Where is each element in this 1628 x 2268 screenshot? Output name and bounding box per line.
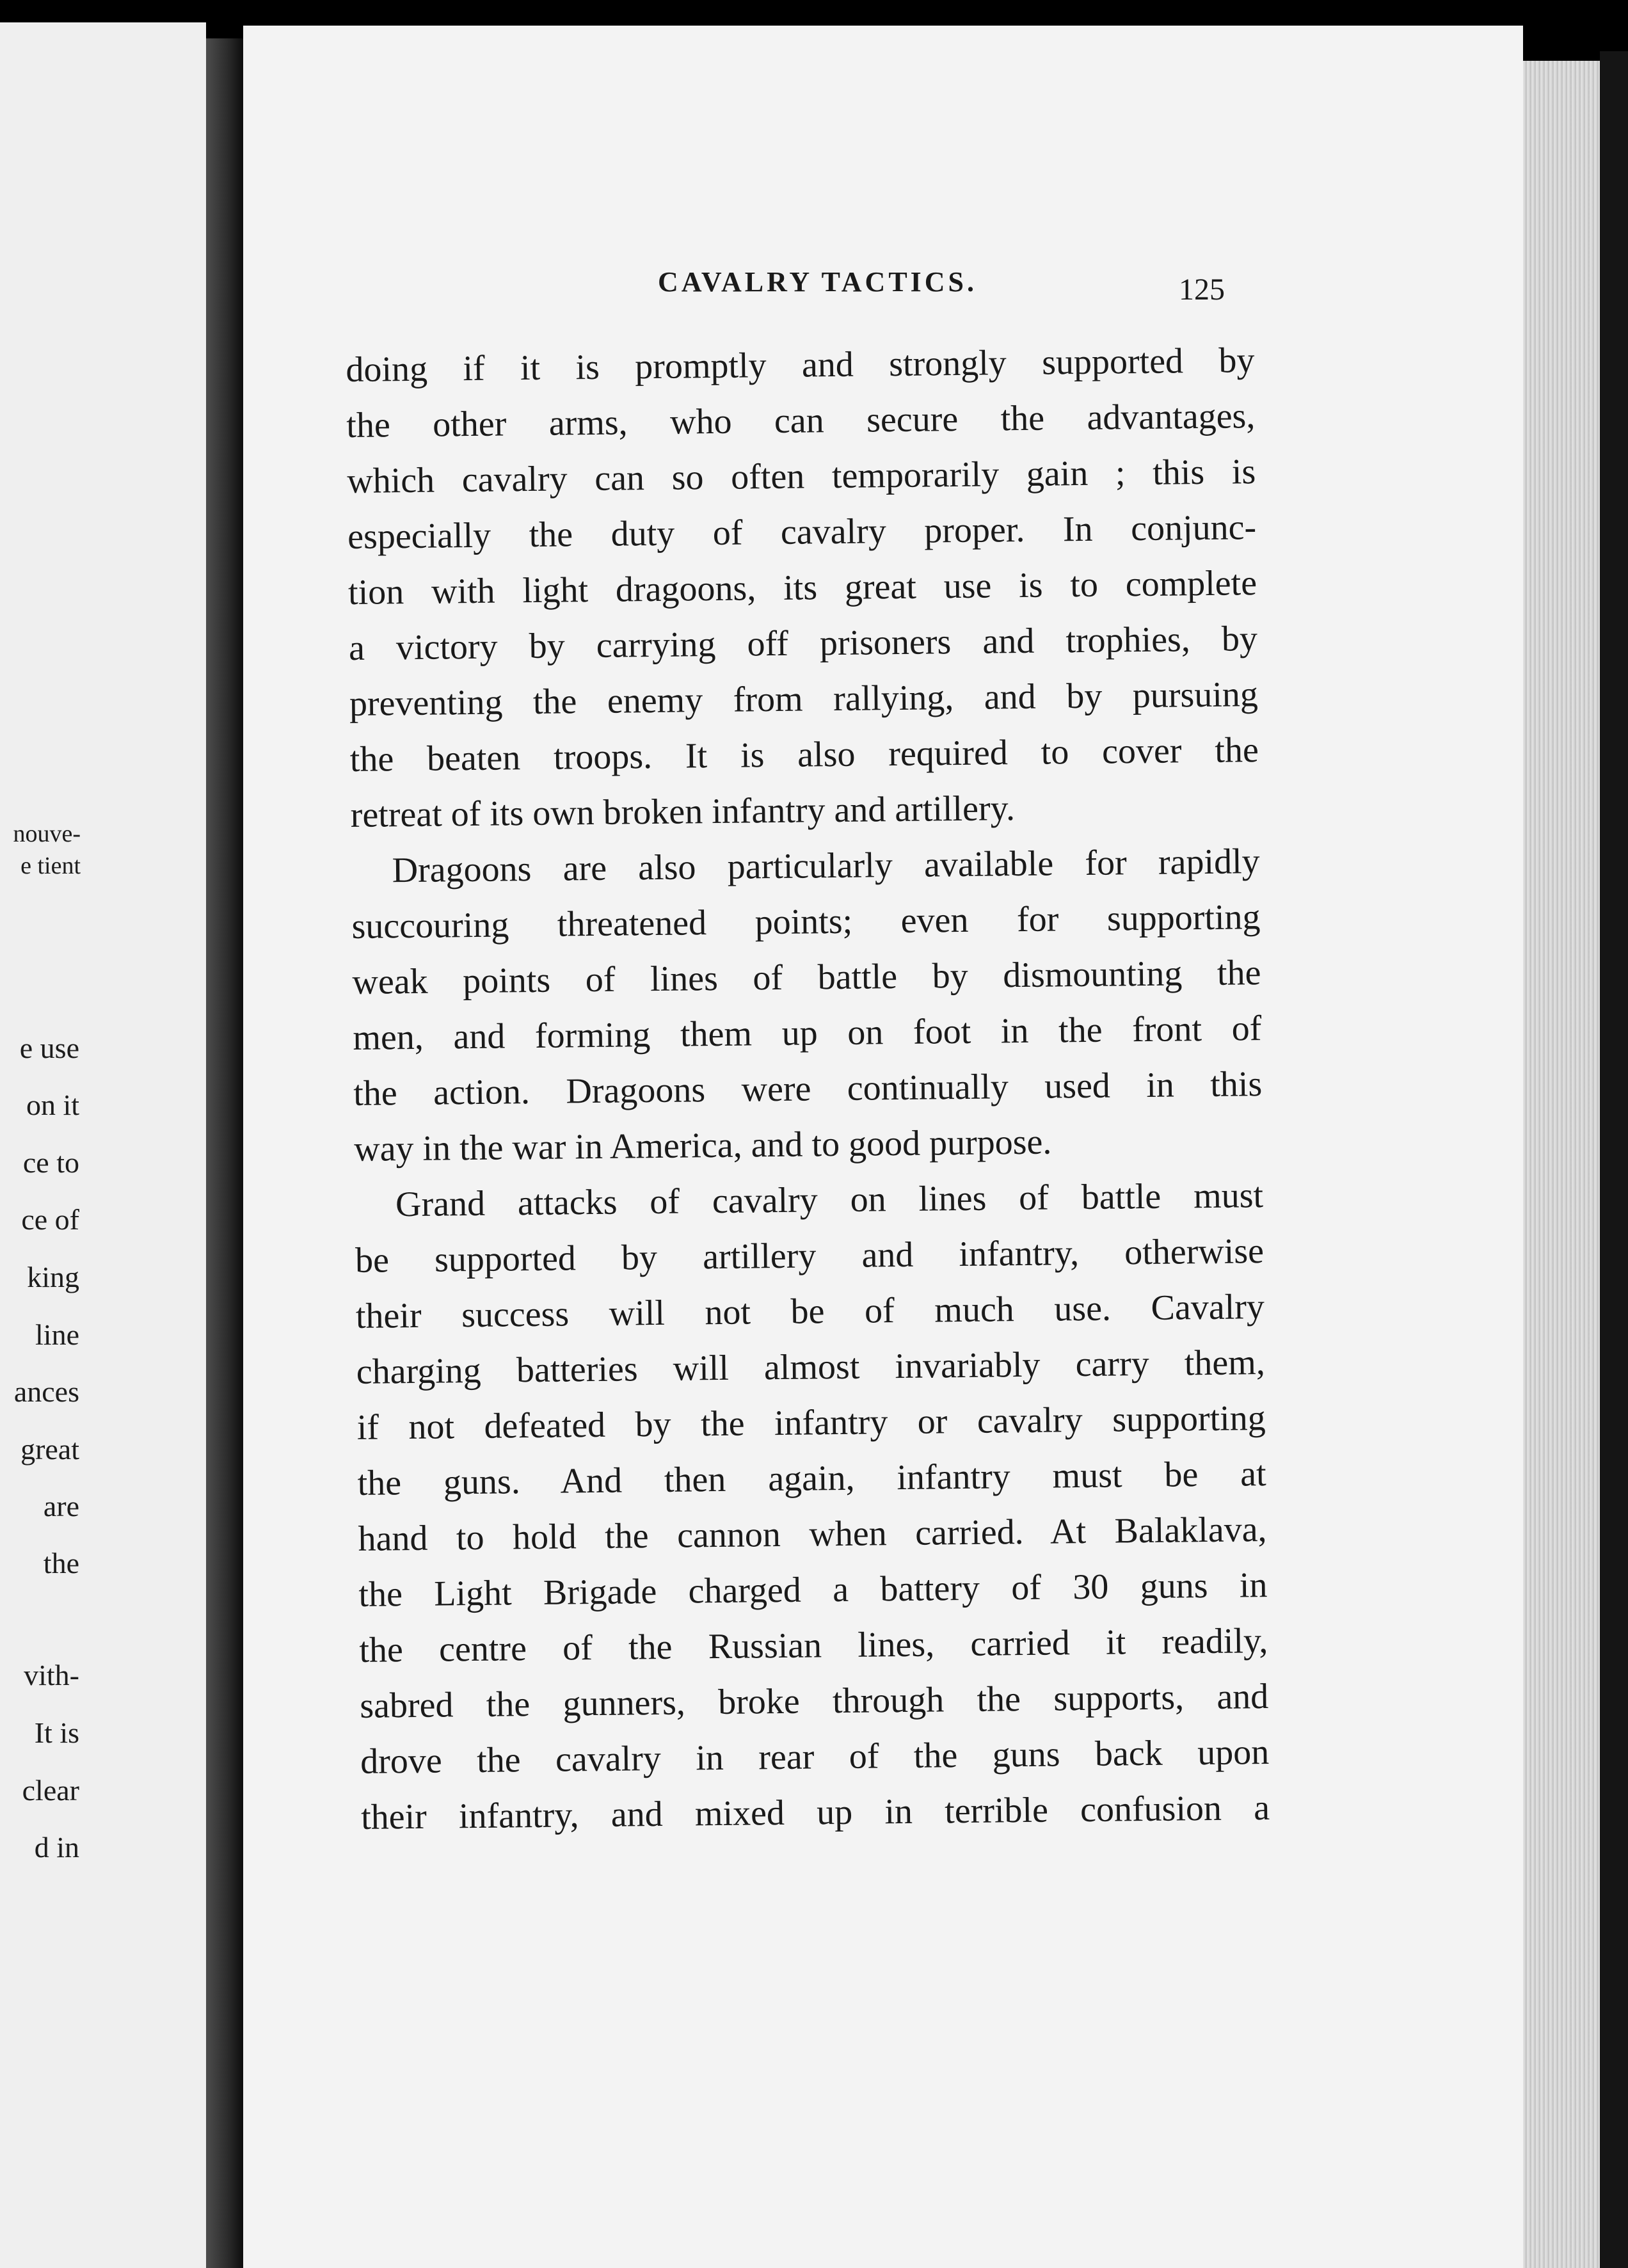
- left-page-fragment: nouve-: [13, 820, 81, 847]
- left-page-fragment: e tient: [20, 852, 81, 879]
- text-line: the beaten troops. It is also required to cover the: [349, 730, 1259, 779]
- left-page-fragment: the: [43, 1547, 79, 1579]
- right-page: [243, 26, 1523, 2268]
- text-line: a victory by carrying off prisoners and trophies, by: [348, 619, 1258, 668]
- text-line: weak points of lines of battle by dismounting the: [352, 953, 1261, 1002]
- left-page-fragment: e use: [19, 1032, 79, 1064]
- text-line: Grand attacks of cavalry on lines of battle must: [395, 1176, 1264, 1225]
- text-line: retreat of its own broken infantry and artillery.: [350, 788, 1016, 835]
- left-page: [0, 22, 206, 2268]
- text-line: tion with light dragoons, its great use is to complete: [347, 563, 1257, 612]
- book-gutter: [206, 38, 243, 2268]
- left-page-fragment: are: [43, 1490, 79, 1522]
- page-block-edges: [1523, 61, 1600, 2268]
- text-line: the action. Dragoons were continually used in this: [353, 1064, 1263, 1114]
- text-line: which cavalry can so often temporarily gain ; this is: [346, 452, 1256, 501]
- left-page-fragment: line: [35, 1318, 79, 1351]
- left-page-fragment: king: [27, 1261, 79, 1293]
- text-line: the guns. And then again, infantry must be at: [357, 1454, 1266, 1503]
- left-page-fragment: ce of: [21, 1203, 79, 1236]
- text-line: hand to hold the cannon when carried. At Balaklava,: [358, 1510, 1267, 1559]
- text-line: their infantry, and mixed up in terrible confusion a: [360, 1788, 1270, 1837]
- left-page-fragment: It is: [34, 1716, 79, 1749]
- page-number: 125: [1179, 273, 1225, 307]
- left-page-fragment: ce to: [22, 1146, 79, 1179]
- left-page-fragment: d in: [34, 1831, 79, 1864]
- text-line: sabred the gunners, broke through the supports, and: [359, 1677, 1269, 1726]
- text-line: be supported by artillery and infantry, otherwise: [355, 1231, 1265, 1281]
- text-line: preventing the enemy from rallying, and by pursuing: [349, 675, 1259, 724]
- text-line: charging batteries will almost invariably carry them,: [356, 1343, 1266, 1392]
- page-header: [243, 26, 1523, 333]
- text-line: way in the war in America, and to good purpose.: [353, 1122, 1052, 1169]
- text-line: the Light Brigade charged a battery of 30 guns in: [358, 1565, 1268, 1615]
- body-text: [346, 333, 1270, 1846]
- text-line: drove the cavalry in rear of the guns back upon: [360, 1732, 1270, 1782]
- left-page-fragment: on it: [26, 1089, 79, 1121]
- text-line: doing if it is promptly and strongly supported by: [346, 340, 1255, 390]
- running-title: CAVALRY TACTICS.: [658, 266, 978, 298]
- book-cover-edge: [1600, 51, 1628, 2268]
- left-page-fragment: vith-: [24, 1659, 79, 1691]
- text-line: their success will not be of much use. Cavalry: [355, 1287, 1265, 1336]
- text-line: succouring threatened points; even for supporting: [351, 897, 1261, 946]
- left-page-fragment: clear: [22, 1774, 79, 1807]
- text-line: the centre of the Russian lines, carried it readily,: [359, 1621, 1268, 1670]
- left-page-fragment: ances: [13, 1375, 79, 1408]
- text-line: if not defeated by the infantry or cavalry supporting: [356, 1398, 1266, 1448]
- left-page-fragment: great: [20, 1433, 79, 1465]
- text-line: the other arms, who can secure the advantages,: [346, 396, 1256, 445]
- text-line: Dragoons are also particularly available for rapidly: [392, 842, 1260, 891]
- text-line: especially the duty of cavalry proper. In conjunc-: [347, 507, 1257, 557]
- text-line: men, and forming them up on foot in the front of: [353, 1009, 1262, 1058]
